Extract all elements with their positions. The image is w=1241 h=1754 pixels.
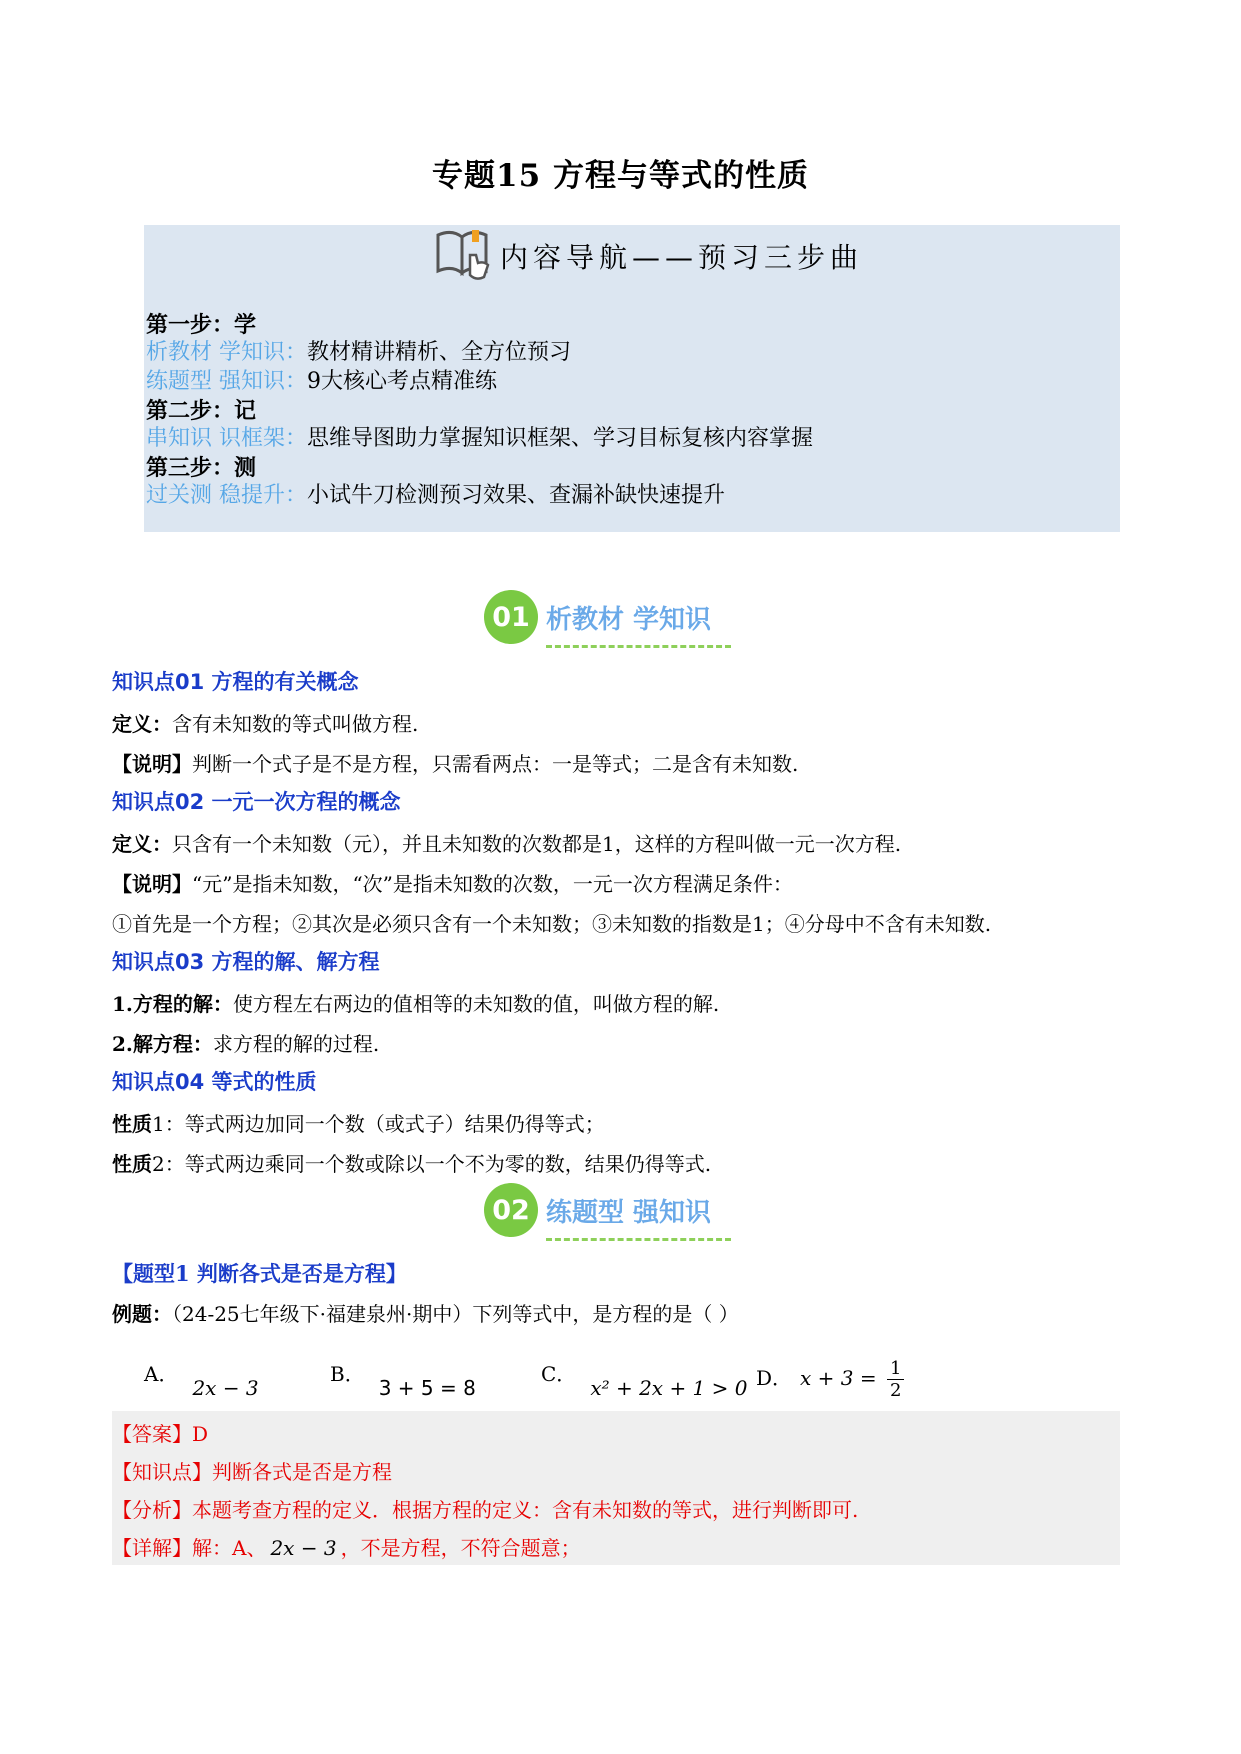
fraction-numerator: 1: [887, 1358, 904, 1380]
nav-row-1-label: 析教材 学知识：: [146, 340, 307, 365]
example-question: 例题：（24-25七年级下·福建泉州·期中）下列等式中，是方程的是（ ）: [112, 1302, 739, 1326]
nav-row-2: [146, 368, 497, 396]
kp1-note: 【说明】判断一个式子是不是方程，只需看两点：一是等式；二是含有未知数.: [112, 752, 799, 776]
nav-row-3-text: 思维导图助力掌握知识框架、学习目标复核内容掌握: [307, 426, 814, 451]
kp2-definition: 定义：只含有一个未知数（元），并且未知数的次数都是1，这样的方程叫做一元一次方程.: [112, 832, 902, 856]
answer-detail: 【详解】解：A、 2x − 3 ，不是方程，不符合题意；: [112, 1536, 581, 1560]
option-c: C．x² + 2x + 1 > 0: [541, 1362, 748, 1400]
kp3-item-1: 1.方程的解：使方程左右两边的值相等的未知数的值，叫做方程的解.: [112, 992, 720, 1016]
nav-row-3-label: 串知识 识框架：: [146, 426, 307, 451]
kp4-title: 知识点04 等式的性质: [112, 1070, 317, 1094]
kp1-definition: 定义：含有未知数的等式叫做方程.: [112, 712, 419, 736]
step3-heading: 第三步：测: [146, 455, 257, 481]
section-banner-02: [484, 1183, 711, 1237]
section-title: 析教材 学知识: [546, 599, 711, 636]
fraction-denominator: 2: [890, 1380, 902, 1401]
book-hand-icon: [432, 225, 494, 287]
nav-row-4-label: 过关测 稳提升：: [146, 483, 307, 508]
kp4-property-2: 性质2：等式两边乘同一个数或除以一个不为零的数，结果仍得等式.: [112, 1152, 712, 1176]
kp2-title: 知识点02 一元一次方程的概念: [112, 790, 401, 814]
answer-knowledge-point: 【知识点】判断各式是否是方程: [112, 1460, 392, 1484]
kp2-conditions: ①首先是一个方程；②其次是必须只含有一个未知数；③未知数的指数是1；④分母中不含有未知数.: [112, 912, 992, 936]
nav-row-2-text: 9大核心考点精准练: [307, 369, 497, 394]
kp3-item-2: 2.解方程：求方程的解的过程.: [112, 1032, 380, 1056]
section-title: 练题型 强知识: [546, 1192, 711, 1229]
step2-heading: 第二步：记: [146, 398, 257, 424]
kp2-note: 【说明】“元”是指未知数，“次”是指未知数的次数，一元一次方程满足条件：: [112, 872, 793, 896]
navigation-heading-text: 内容导航——预习三步曲: [500, 241, 864, 274]
section-number-badge: 02: [484, 1183, 538, 1237]
section-banner-01: [484, 590, 711, 644]
nav-row-4: [146, 482, 725, 510]
answer-analysis: 【分析】本题考查方程的定义．根据方程的定义：含有未知数的等式，进行判断即可.: [112, 1498, 859, 1522]
kp1-title: 知识点01 方程的有关概念: [112, 670, 359, 694]
kp3-title: 知识点03 方程的解、解方程: [112, 950, 380, 974]
type1-title: 【题型1 判断各式是否是方程】: [112, 1261, 407, 1286]
nav-row-2-label: 练题型 强知识：: [146, 369, 307, 394]
section-number-badge: 01: [484, 590, 538, 644]
kp4-property-1: 性质1：等式两边加同一个数（或式子）结果仍得等式；: [112, 1112, 605, 1136]
nav-row-3: [146, 425, 813, 453]
option-d: D． x + 3 = $\frac{1}{2}$: [756, 1358, 904, 1401]
navigation-heading: [432, 224, 863, 288]
nav-row-1: [146, 339, 571, 367]
nav-row-4-text: 小试牛刀检测预习效果、查漏补缺快速提升: [307, 483, 726, 508]
page-title: 专题15 方程与等式的性质: [432, 158, 809, 194]
step1-heading: 第一步：学: [146, 312, 257, 338]
option-b: B．3 + 5 = 8: [330, 1362, 476, 1400]
nav-row-1-text: 教材精讲精析、全方位预习: [307, 340, 572, 365]
answer-line: 【答案】D: [112, 1422, 209, 1446]
option-a: A．2x − 3: [144, 1362, 259, 1400]
